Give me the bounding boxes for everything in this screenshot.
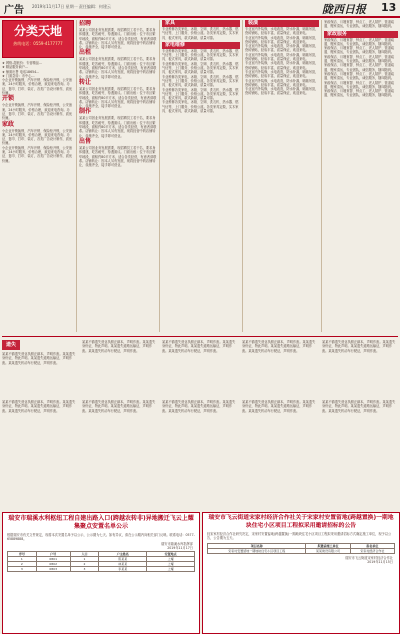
column-4 bbox=[245, 20, 319, 332]
section-bar-jiaju: 家具 bbox=[162, 20, 240, 27]
classified-phone: 热线电话：0559-4177777 bbox=[13, 41, 63, 46]
header-meta: 2019年11月17日 星期一 责任编辑：何建云 bbox=[32, 4, 111, 9]
left-item-0: ★ 网格-超低价：专营精品… bbox=[2, 61, 43, 65]
table-cell: 1 bbox=[8, 557, 37, 562]
classified-banner bbox=[2, 20, 74, 58]
left-body: 小企业开锁换锁、汽车开锁、保险柜开锁，公安备案，24小时服务，价格合理，欢迎来电咨询。办证、复印、打印、装订，各类广告设计制作，质优价廉。 bbox=[2, 78, 73, 96]
col4-text-8: 专业室内外装修，水电改造，防水补漏，刷墙吊顶，瓷砖铺贴，经验丰富，质量保证，欢迎来电。 bbox=[245, 87, 319, 96]
table-cell: 陈某某 bbox=[99, 557, 147, 562]
left-body-4: 小企业开锁换锁、汽车开锁、保险柜开锁，公安备案，24小时服务，价格合理，欢迎来电咨询。办证、复印、打印、装订，各类广告设计制作，质优价廉。 bbox=[2, 145, 73, 163]
notice-col-9: 某某不慎遗失营业执照正副本，声明作废。某某遗失身份证，特此声明。某某遗失道路运输证，声明作废。某某遗失机动车行驶证，声明作废。 bbox=[242, 400, 316, 413]
col2-text-4: 某某公司因业务发展需要，现招聘员工若干名，要求身体健康，吃苦耐劳，待遇面议。门面出租：位于市区繁华地段，面积约80平方米，适合各类经营，有意者请联系。店铺转让：因本人另有发展，现将经营中的店铺转让，设施齐全，接手即可营业。 bbox=[79, 116, 157, 138]
col5-text-6: 家政保洁、月嫂育婴、钟点工、老人陪护、管道疏通、搬家清运，专业团队，诚信服务，随叫随到。 bbox=[324, 80, 395, 89]
notice-col-1: 某某不慎遗失营业执照正副本，声明作废。某某遗失身份证，特此声明。某某遗失道路运输证，声明作废。某某遗失机动车行驶证，声明作废。 bbox=[2, 352, 76, 365]
announcement-right-body: 经宋家村经济合作社研究决定，宋家村安置留地(跨越置换)一期地块住宅小区项目工程拟采用邀请招标方式确定施工单位，现予以公告，公告期为五天。 bbox=[207, 532, 392, 541]
col3-text-4: 专业维修各类家电，冰箱、空调、洗衣机、热水器、燃气灶等，上门服务，价格公道。各类家具定做，实木家具、板式家具，款式新颖，质量可靠。 bbox=[162, 74, 239, 88]
col5-text-2: 家政保洁、月嫂育婴、钟点工、老人陪护、管道疏通、搬家清运，专业团队，诚信服务，随叫随到。 bbox=[324, 46, 395, 55]
announcement-left-signer: 瑞安市瑞溪水库指挥部 bbox=[161, 541, 193, 546]
notice-col-5: 某某不慎遗失营业执照正副本，声明作废。某某遗失身份证，特此声明。某某遗失道路运输证，声明作废。某某遗失机动车行驶证，声明作废。 bbox=[322, 340, 396, 353]
table-cell: 林某某 bbox=[99, 562, 147, 567]
column-3 bbox=[162, 20, 240, 332]
table-cell: 2 bbox=[8, 562, 37, 567]
col5-text-7: 家政保洁、月嫂育婴、钟点工、老人陪护、管道疏通、搬家清运，专业团队，诚信服务，随叫随到。 bbox=[324, 89, 395, 98]
left-item-2: ★ 铺面出售 电话18654… bbox=[2, 69, 40, 74]
table-cell: 上耀 bbox=[147, 562, 195, 567]
page-number: 13 bbox=[381, 1, 397, 14]
col-head: 户号 bbox=[36, 552, 70, 557]
announcement-left-title: 瑞安市瑞溪水利枢纽工程自建出路入口(跨越农转非)异地搬迁飞云上耀集聚点安置名单公示 bbox=[8, 515, 194, 530]
col-head: 户主姓名 bbox=[99, 552, 147, 557]
announcement-right-table bbox=[207, 543, 395, 554]
col4-text-2: 专业室内外装修，水电改造，防水补漏，刷墙吊顶，瓷砖铺贴，经验丰富，质量保证，欢迎来电。 bbox=[245, 35, 319, 44]
divider bbox=[159, 20, 160, 332]
announcement-left-date: 2019年11月17日 bbox=[167, 545, 193, 550]
category-kaisuo: 开锁 bbox=[2, 95, 15, 103]
table-cell: 3 bbox=[70, 567, 99, 572]
col5-text-1: 家政保洁、月嫂育婴、钟点工、老人陪护、管道疏通、搬家清运，专业团队，诚信服务，随叫随到。 bbox=[324, 37, 395, 46]
rule bbox=[2, 336, 398, 337]
table-cell: 上耀 bbox=[147, 567, 195, 572]
table-cell: 上耀 bbox=[147, 557, 195, 562]
table-cell: 2 bbox=[70, 562, 99, 567]
col-head: 项目名称 bbox=[208, 543, 306, 548]
col4-text-3: 专业室内外装修，水电改造，防水补漏，刷墙吊顶，瓷砖铺贴，经验丰富，质量保证，欢迎来电。 bbox=[245, 44, 319, 53]
announcement-left bbox=[2, 512, 200, 634]
col-head: 报名单位 bbox=[350, 543, 394, 548]
category-zhizuo: 制作 bbox=[79, 108, 92, 116]
col2-text-1: 某某公司因业务发展需要，现招聘员工若干名，要求身体健康，吃苦耐劳，待遇面议。门面出租：位于市区繁华地段，面积约80平方米，适合各类经营，有意者请联系。店铺转让：因本人另有发展，现将经营中的店铺转让，设施齐全，接手即可营业。 bbox=[79, 28, 157, 50]
category-chushou: 出售 bbox=[79, 137, 92, 145]
announcement-left-body: 根据瑞安市有关文件规定，现将本次安置名单予以公示，公示期为七天。如有异议，请在公示期内向相关部门反映。联系电话：0577-65889888。 bbox=[7, 533, 195, 542]
col5-text-0: 家政保洁、月嫂育婴、钟点工、老人陪护、管道疏通、搬家清运，专业团队，诚信服务，随叫随到。 bbox=[324, 20, 395, 29]
announcement-right-title: 瑞安市飞云街道宋家村经济合作社关于宋家村安置留地(跨越置换)一期地块住宅小区项目工程拟采用邀请招标的公告 bbox=[208, 515, 394, 529]
category-zhuanrang: 转让 bbox=[79, 78, 92, 86]
notices-band bbox=[2, 340, 398, 400]
notice-col-7: 某某不慎遗失营业执照正副本，声明作废。某某遗失身份证，特此声明。某某遗失道路运输证，声明作废。某某遗失机动车行驶证，声明作废。 bbox=[82, 400, 156, 413]
col3-text-6: 专业维修各类家电，冰箱、空调、洗衣机、热水器、燃气灶等，上门服务，价格公道。各类家具定做，实木家具、板式家具，款式新颖，质量可靠。 bbox=[162, 100, 239, 114]
table-cell: 1 bbox=[70, 557, 99, 562]
col5-text-4: 家政保洁、月嫂育婴、钟点工、老人陪护、管道疏通、搬家清运，专业团队，诚信服务，随叫随到。 bbox=[324, 63, 395, 72]
col5-text-3: 家政保洁、月嫂育婴、钟点工、老人陪护、管道疏通、搬家清运，专业团队，诚信服务，随叫随到。 bbox=[324, 54, 395, 64]
left-item-3: ★ 门面急转：市中心… bbox=[2, 73, 35, 78]
category-chuzu: 出租 bbox=[79, 49, 92, 57]
col2-text-2: 某某公司因业务发展需要，现招聘员工若干名，要求身体健康，吃苦耐劳，待遇面议。门面出租：位于市区繁华地段，面积约80平方米，适合各类经营，有意者请联系。店铺转让：因本人另有发展，现将经营中的店铺转让，设施齐全，接手即可营业。 bbox=[79, 57, 157, 79]
col3-text-5: 专业维修各类家电，冰箱、空调、洗衣机、热水器、燃气灶等，上门服务，价格公道。各类家具定做，实木家具、板式家具，款式新颖，质量可靠。 bbox=[162, 87, 239, 101]
section-bar-zhuanghuang: 装潢 bbox=[245, 20, 319, 27]
announcement-right-date: 2019年11月15日 bbox=[367, 560, 393, 565]
col5-text-5: 家政保洁、月嫂育婴、钟点工、老人陪护、管道疏通、搬家清运，专业团队，诚信服务，随叫随到。 bbox=[324, 71, 395, 81]
table-cell: 3 bbox=[8, 567, 37, 572]
notice-tag: 遗失 bbox=[2, 340, 20, 350]
table-cell: 某某建设有限公司 bbox=[306, 548, 350, 553]
table-row bbox=[8, 567, 195, 572]
table-cell: 宋家村安置留地一期地块住宅小区项目工程 bbox=[208, 548, 306, 553]
col-head: 序号 bbox=[8, 552, 37, 557]
col3-text-3: 专业维修各类家电，冰箱、空调、洗衣机、热水器、燃气灶等，上门服务，价格公道。各类家具定做，实木家具、板式家具，款式新颖，质量可靠。 bbox=[162, 61, 239, 75]
notice-col-3: 某某不慎遗失营业执照正副本，声明作废。某某遗失身份证，特此声明。某某遗失道路运输证，声明作废。某某遗失机动车行驶证，声明作废。 bbox=[162, 340, 236, 353]
col4-text-6: 专业室内外装修，水电改造，防水补漏，刷墙吊顶，瓷砖铺贴，经验丰富，质量保证，欢迎来电。 bbox=[245, 69, 319, 79]
table-cell: 李某某 bbox=[99, 567, 147, 572]
col-head: 拟邀请施工单位 bbox=[306, 543, 350, 548]
left-body-2: 小企业开锁换锁、汽车开锁、保险柜开锁，公安备案，24小时服务，价格合理，欢迎来电咨询。办证、复印、打印、装订，各类广告设计制作，质优价廉。 bbox=[2, 103, 73, 121]
left-body-3: 小企业开锁换锁、汽车开锁、保险柜开锁，公安备案，24小时服务，价格合理，欢迎来电咨询。办证、复印、打印、装订，各类广告设计制作，质优价廉。 bbox=[2, 128, 73, 146]
left-item-1: ★ 精品服务商户… bbox=[2, 65, 29, 70]
table-cell: 0803 bbox=[36, 567, 70, 572]
col4-text-1: 专业室内外装修，水电改造，防水补漏，刷墙吊顶，瓷砖铺贴，经验丰富，质量保证，欢迎来电。 bbox=[245, 27, 319, 36]
notice-col-2: 某某不慎遗失营业执照正副本，声明作废。某某遗失身份证，特此声明。某某遗失道路运输证，声明作废。某某遗失机动车行驶证，声明作废。 bbox=[82, 340, 156, 353]
column-2 bbox=[79, 20, 157, 332]
table-cell: 宋家村经济合作社 bbox=[350, 548, 394, 553]
notice-col-8: 某某不慎遗失营业执照正副本，声明作废。某某遗失身份证，特此声明。某某遗失道路运输证，声明作废。某某遗失机动车行驶证，声明作废。 bbox=[162, 400, 236, 413]
divider bbox=[321, 20, 322, 332]
category-jiazheng: 家政 bbox=[2, 120, 15, 128]
notice-col-6: 某某不慎遗失营业执照正副本，声明作废。某某遗失身份证，特此声明。某某遗失道路运输证，声明作废。某某遗失机动车行驶证，声明作废。 bbox=[2, 400, 76, 413]
classified-title: 分类天地 bbox=[13, 24, 62, 38]
category-zhaopin: 招聘 bbox=[79, 20, 92, 27]
col3-text-1: 专业维修各类家电，冰箱、空调、洗衣机、热水器、燃气灶等，上门服务，价格公道。各类家具定做，实木家具、板式家具，款式新颖，质量可靠。 bbox=[162, 27, 239, 40]
divider bbox=[242, 20, 243, 332]
notices-band-2 bbox=[2, 400, 398, 510]
divider bbox=[76, 20, 77, 332]
section-title: 广告 bbox=[4, 5, 24, 16]
col2-text-3: 某某公司因业务发展需要，现招聘员工若干名，要求身体健康，吃苦耐劳，待遇面议。门面出租：位于市区繁华地段，面积约80平方米，适合各类经营，有意者请联系。店铺转让：因本人另有发展，现将经营中的店铺转让，设施齐全，接手即可营业。 bbox=[79, 86, 157, 109]
table-cell: 0801 bbox=[36, 557, 70, 562]
col3-text-2: 专业维修各类家电，冰箱、空调、洗衣机、热水器、燃气灶等，上门服务，价格公道。各类家具定做，实木家具、板式家具，款式新颖，质量可靠。 bbox=[162, 48, 239, 62]
column-5 bbox=[324, 20, 398, 332]
page-header bbox=[0, 0, 400, 18]
col4-text-4: 专业室内外装修，水电改造，防水补漏，刷墙吊顶，瓷砖铺贴，经验丰富，质量保证，欢迎来电。 bbox=[245, 52, 319, 62]
section-bar-jiadian: 家电维修 bbox=[162, 42, 240, 49]
section-bar-jiazheng: 家政服务 bbox=[324, 31, 398, 38]
col2-text-5: 某某公司因业务发展需要，现招聘员工若干名，要求身体健康，吃苦耐劳，待遇面议。门面出租：位于市区繁华地段，面积约80平方米，适合各类经营，有意者请联系。店铺转让：因本人另有发展，现将经营中的店铺转让，设施齐全，接手即可营业。 bbox=[79, 145, 157, 168]
notice-col-10: 某某不慎遗失营业执照正副本，声明作废。某某遗失身份证，特此声明。某某遗失道路运输证，声明作废。某某遗失机动车行驶证，声明作废。 bbox=[322, 400, 396, 413]
col4-text-7: 专业室内外装修，水电改造，防水补漏，刷墙吊顶，瓷砖铺贴，经验丰富，质量保证，欢迎来电。 bbox=[245, 78, 319, 87]
table-row bbox=[208, 548, 395, 553]
notice-col-4: 某某不慎遗失营业执照正副本，声明作废。某某遗失身份证，特此声明。某某遗失道路运输证，声明作废。某某遗失机动车行驶证，声明作废。 bbox=[242, 340, 316, 353]
announcement-right-signer: 瑞安市飞云街道宋家村经济合作社 bbox=[345, 555, 393, 560]
paper-logo: 陇西日报 bbox=[322, 3, 366, 16]
table-cell: 0802 bbox=[36, 562, 70, 567]
col-head: 人口 bbox=[70, 552, 99, 557]
col4-text-5: 专业室内外装修，水电改造，防水补漏，刷墙吊顶，瓷砖铺贴，经验丰富，质量保证，欢迎来电。 bbox=[245, 61, 319, 70]
col-head: 安置地点 bbox=[147, 552, 195, 557]
announcement-right bbox=[202, 512, 400, 634]
left-column bbox=[2, 20, 74, 332]
announcement-left-table bbox=[7, 551, 195, 572]
